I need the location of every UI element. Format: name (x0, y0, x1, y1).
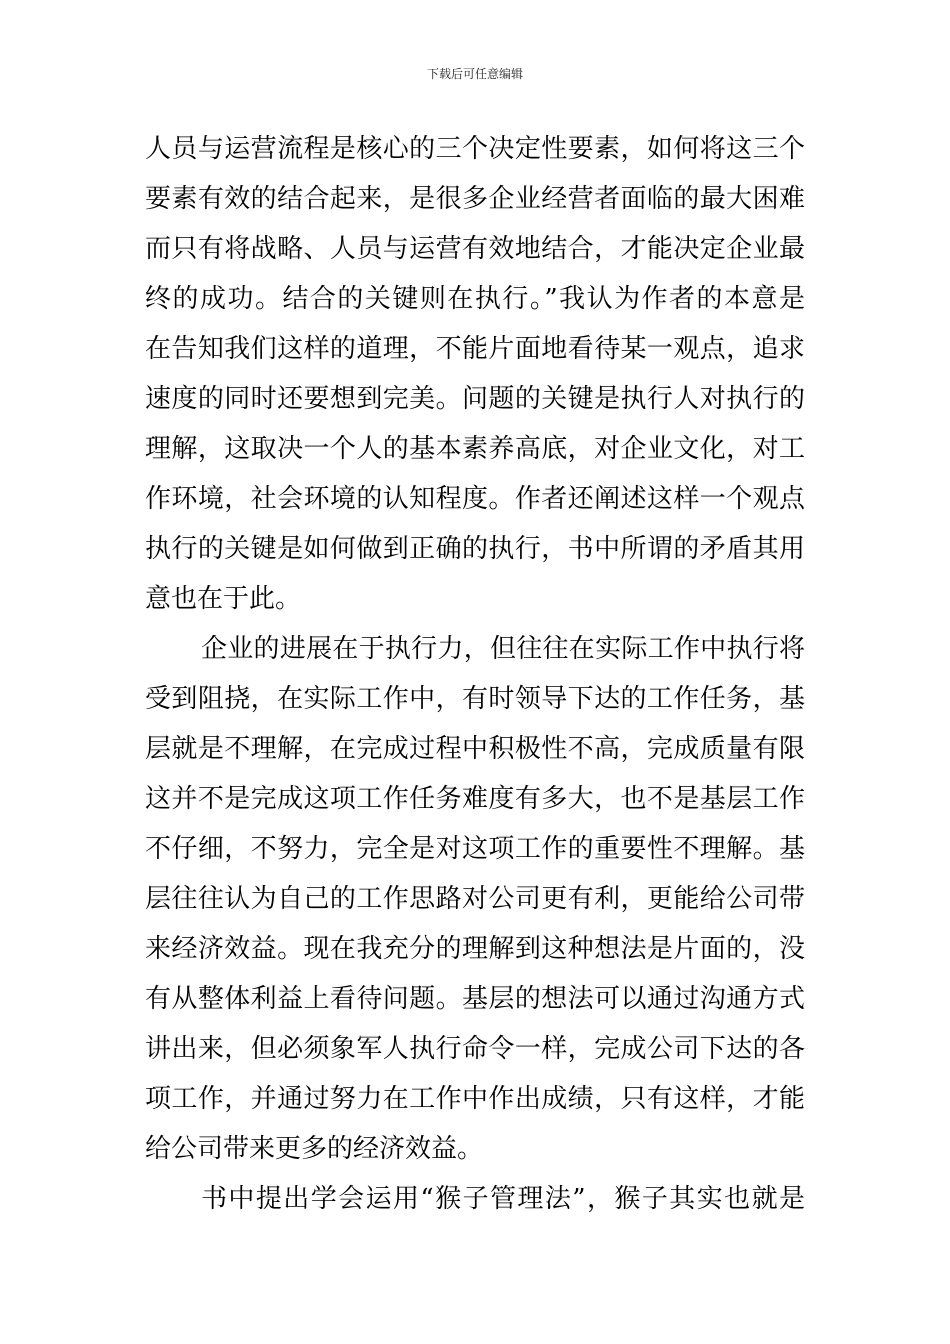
text-line: 不仔细，不努力，完全是对这项工作的重要性不理解。基 (145, 834, 805, 864)
text-line: 层往往认为自己的工作思路对公司更有利，更能给公司带 (145, 884, 805, 914)
text-line: 而只有将战略、人员与运营有效地结合，才能决定企业最 (145, 234, 805, 264)
text-line: 讲出来，但必须象军人执行命令一样，完成公司下达的各 (145, 1034, 805, 1064)
text-line: 来经济效益。现在我充分的理解到这种想法是片面的，没 (145, 934, 805, 964)
text-line: 在告知我们这样的道理，不能片面地看待某一观点，追求 (145, 334, 805, 364)
text-line: 受到阻挠，在实际工作中，有时领导下达的工作任务，基 (145, 684, 805, 714)
text-line: 人员与运营流程是核心的三个决定性要素，如何将这三个 (145, 134, 805, 164)
text-line: 意也在于此。 (145, 584, 302, 614)
text-line: 作环境，社会环境的认知程度。作者还阐述这样一个观点 (145, 484, 805, 514)
text-line: 层就是不理解，在完成过程中积极性不高，完成质量有限 (145, 734, 805, 764)
document-body (145, 124, 805, 1224)
text-line: 执行的关键是如何做到正确的执行，书中所谓的矛盾其用 (145, 534, 805, 564)
text-line: 有从整体利益上看待问题。基层的想法可以通过沟通方式 (145, 984, 805, 1014)
page-header: 下载后可任意编辑 (426, 67, 523, 81)
text-line: 终的成功。结合的关键则在执行。”我认为作者的本意是 (145, 284, 805, 314)
text-line: 项工作，并通过努力在工作中作出成绩，只有这样，才能 (145, 1084, 805, 1114)
text-line: 企业的进展在于执行力，但往往在实际工作中执行将 (201, 634, 805, 664)
text-line: 给公司带来更多的经济效益。 (145, 1134, 484, 1164)
text-line: 理解，这取决一个人的基本素养高底，对企业文化，对工 (145, 434, 805, 464)
text-line: 要素有效的结合起来，是很多企业经营者面临的最大困难 (145, 184, 805, 214)
text-line: 速度的同时还要想到完美。问题的关键是执行人对执行的 (145, 384, 805, 414)
text-line: 这并不是完成这项工作任务难度有多大，也不是基层工作 (145, 784, 805, 814)
text-line: 书中提出学会运用“猴子管理法”，猴子其实也就是 (201, 1184, 805, 1214)
